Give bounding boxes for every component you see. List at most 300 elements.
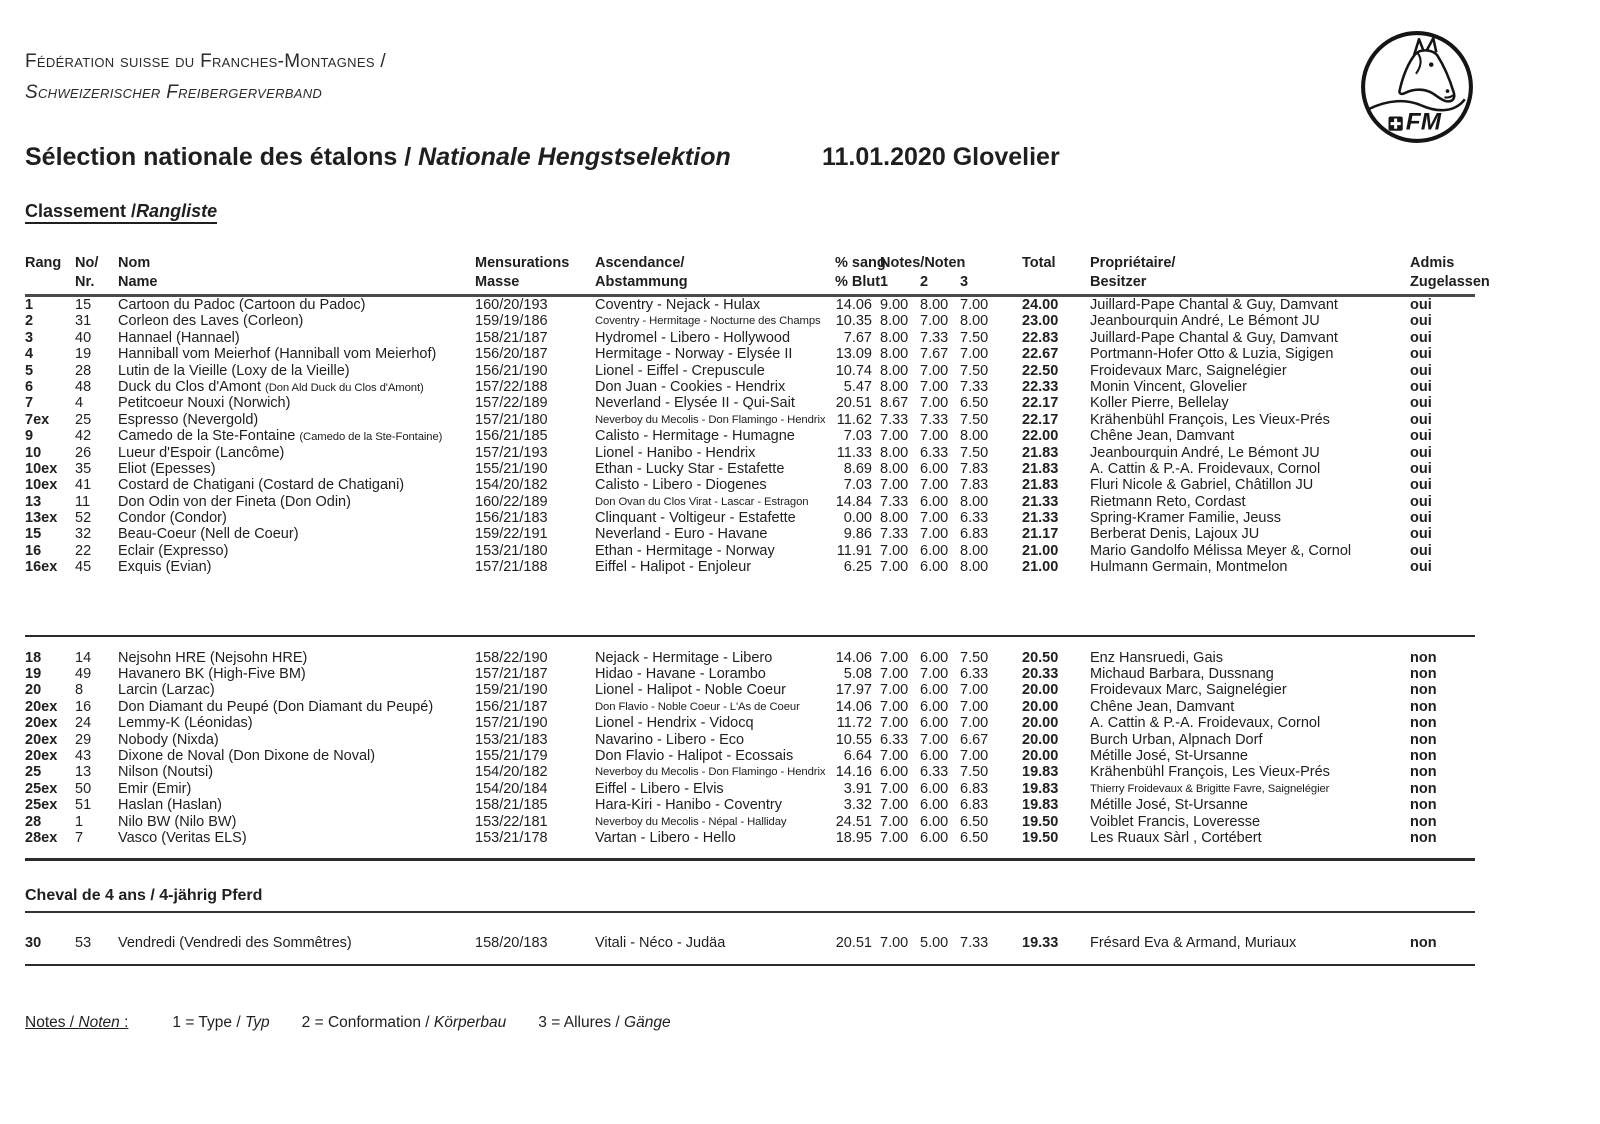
title-de: Nationale Hengstselektion bbox=[418, 143, 731, 171]
cell-measurements: 157/22/188 bbox=[475, 378, 548, 395]
cell-rank: 13 bbox=[25, 493, 42, 510]
cell-ancestry: Hydromel - Libero - Hollywood bbox=[595, 329, 791, 346]
cell-admitted: oui bbox=[1410, 297, 1432, 313]
cell-number: 15 bbox=[75, 297, 92, 313]
horse-alias: (Expresso) bbox=[158, 542, 229, 559]
cell-rank: 16ex bbox=[25, 559, 58, 576]
cell-blood-pct: 18.95 bbox=[835, 829, 872, 846]
col-abstammung: Abstammung bbox=[595, 274, 688, 290]
horse-alias: (Don Odin) bbox=[280, 493, 351, 510]
cell-blood-pct: 13.09 bbox=[835, 346, 872, 363]
table-row bbox=[25, 313, 1475, 329]
horse-name: Beau-Coeur bbox=[118, 526, 201, 543]
cell-note2: 6.33 bbox=[920, 444, 949, 461]
cell-note1: 6.33 bbox=[880, 731, 909, 748]
cell-ancestry: Clinquant - Voltigeur - Estafette bbox=[595, 510, 796, 527]
cell-ancestry: Don Juan - Cookies - Hendrix bbox=[595, 378, 786, 395]
cell-total: 22.17 bbox=[1022, 411, 1059, 428]
cell-note3: 7.33 bbox=[960, 378, 989, 395]
cell-note2: 7.00 bbox=[920, 378, 949, 395]
cell-note2: 6.00 bbox=[920, 797, 949, 814]
cell-owner: Monin Vincent, Glovelier bbox=[1090, 378, 1247, 395]
cell-rank: 4 bbox=[25, 346, 34, 363]
section-divider bbox=[25, 635, 1475, 637]
cell-note3: 6.83 bbox=[960, 780, 989, 797]
cell-note2: 7.00 bbox=[920, 313, 949, 330]
cell-admitted: oui bbox=[1410, 362, 1432, 379]
cell-rank: 20ex bbox=[25, 715, 58, 732]
cell-note1: 7.00 bbox=[880, 935, 909, 952]
cell-note3: 6.33 bbox=[960, 510, 989, 527]
cell-owner: Juillard-Pape Chantal & Guy, Damvant bbox=[1090, 329, 1338, 346]
table-row bbox=[25, 814, 1475, 830]
cell-rank: 25ex bbox=[25, 797, 58, 814]
org-header bbox=[25, 46, 386, 108]
cell-note2: 7.00 bbox=[920, 510, 949, 527]
cell-name bbox=[118, 814, 475, 830]
cell-owner: Chêne Jean, Damvant bbox=[1090, 698, 1235, 715]
cell-owner: Froidevaux Marc, Saignelégier bbox=[1090, 362, 1287, 379]
cell-rank: 20ex bbox=[25, 731, 58, 748]
cell-note2: 7.33 bbox=[920, 411, 949, 428]
horse-name: Petitcoeur Nouxi bbox=[118, 395, 229, 412]
ranking-table bbox=[25, 254, 1490, 1032]
cell-total: 19.50 bbox=[1022, 829, 1059, 846]
horse-alias: (Hannael) bbox=[176, 329, 240, 346]
cell-note3: 8.00 bbox=[960, 559, 989, 576]
cell-number: 43 bbox=[75, 747, 92, 764]
cell-ancestry: Vartan - Libero - Hello bbox=[595, 829, 736, 846]
cell-note1: 7.00 bbox=[880, 477, 909, 494]
cell-note3: 7.50 bbox=[960, 411, 989, 428]
table-row bbox=[25, 699, 1475, 715]
cell-rank: 28 bbox=[25, 813, 42, 830]
cell-note1: 8.00 bbox=[880, 313, 909, 330]
cell-note2: 5.00 bbox=[920, 935, 949, 952]
cell-owner: Enz Hansruedi, Gais bbox=[1090, 649, 1223, 666]
cell-measurements: 154/20/182 bbox=[475, 477, 548, 494]
cell-note3: 6.50 bbox=[960, 813, 989, 830]
cell-owner: Les Ruaux Sàrl , Cortébert bbox=[1090, 829, 1262, 846]
cell-note1: 7.00 bbox=[880, 715, 909, 732]
cell-note1: 7.00 bbox=[880, 542, 909, 559]
cell-note1: 7.00 bbox=[880, 428, 909, 445]
cell-measurements: 155/21/179 bbox=[475, 747, 548, 764]
cell-name bbox=[118, 395, 475, 411]
cell-owner: Thierry Froidevaux & Brigitte Favre, Saignelégier bbox=[1090, 782, 1330, 795]
cell-note2: 6.00 bbox=[920, 698, 949, 715]
cell-blood-pct: 24.51 bbox=[835, 813, 872, 830]
cell-note3: 7.00 bbox=[960, 297, 989, 313]
horse-alias: (Don Diamant du Peupé) bbox=[272, 698, 434, 715]
cell-measurements: 158/20/183 bbox=[475, 935, 548, 952]
cell-note1: 7.00 bbox=[880, 559, 909, 576]
horse-alias: (Condor) bbox=[169, 510, 227, 527]
cell-total: 20.33 bbox=[1022, 666, 1059, 683]
cell-ancestry: Neverboy du Mecolis - Don Flamingo - Hendrix bbox=[595, 766, 826, 779]
cell-note1: 7.33 bbox=[880, 526, 909, 543]
cell-blood-pct: 20.51 bbox=[835, 395, 872, 412]
cell-owner: Berberat Denis, Lajoux JU bbox=[1090, 526, 1260, 543]
cell-note1: 7.00 bbox=[880, 813, 909, 830]
cell-number: 29 bbox=[75, 731, 92, 748]
cell-admitted: non bbox=[1410, 797, 1437, 814]
cell-blood-pct: 3.91 bbox=[843, 780, 872, 797]
cell-rank: 7 bbox=[25, 395, 34, 412]
cell-admitted: non bbox=[1410, 935, 1437, 952]
cell-measurements: 156/21/187 bbox=[475, 698, 548, 715]
table-row bbox=[25, 330, 1475, 346]
cell-note1: 7.00 bbox=[880, 780, 909, 797]
cell-admitted: non bbox=[1410, 764, 1437, 781]
cell-admitted: oui bbox=[1410, 378, 1432, 395]
col-proprietaire: Propriétaire/ bbox=[1090, 255, 1176, 271]
cell-blood-pct: 7.03 bbox=[843, 477, 872, 494]
cell-admitted: oui bbox=[1410, 313, 1432, 330]
cell-measurements: 157/21/180 bbox=[475, 411, 548, 428]
cell-name bbox=[118, 682, 475, 698]
table-row bbox=[25, 477, 1475, 493]
cell-owner: Burch Urban, Alpnach Dorf bbox=[1090, 731, 1263, 748]
cell-note3: 6.67 bbox=[960, 731, 989, 748]
cell-note1: 7.00 bbox=[880, 747, 909, 764]
cell-note1: 7.33 bbox=[880, 411, 909, 428]
col-admis: Admis bbox=[1410, 255, 1455, 271]
table-row bbox=[25, 363, 1475, 379]
cell-blood-pct: 14.06 bbox=[835, 297, 872, 313]
cell-name bbox=[118, 461, 475, 477]
cell-number: 40 bbox=[75, 329, 92, 346]
cell-note2: 7.00 bbox=[920, 395, 949, 412]
horse-name: Lemmy-K bbox=[118, 715, 185, 732]
cell-note3: 7.33 bbox=[960, 935, 989, 952]
cell-blood-pct: 0.00 bbox=[843, 510, 872, 527]
cell-total: 21.00 bbox=[1022, 559, 1059, 576]
cell-blood-pct: 9.86 bbox=[843, 526, 872, 543]
cell-ancestry: Neverboy du Mecolis - Népal - Halliday bbox=[595, 815, 787, 828]
cell-note2: 7.00 bbox=[920, 428, 949, 445]
page-title bbox=[25, 143, 1060, 172]
horse-name: Emir bbox=[118, 780, 152, 797]
horse-alias: (Veritas ELS) bbox=[161, 829, 247, 846]
cell-rank: 20ex bbox=[25, 698, 58, 715]
cell-rank: 1 bbox=[25, 297, 34, 313]
horse-name: Lutin de la Vieille bbox=[118, 362, 232, 379]
horse-alias: (Nejsohn HRE) bbox=[209, 649, 308, 666]
cell-ancestry: Hidao - Havane - Lorambo bbox=[595, 666, 766, 683]
cell-admitted: oui bbox=[1410, 346, 1432, 363]
cell-note1: 7.00 bbox=[880, 829, 909, 846]
cell-number: 45 bbox=[75, 559, 92, 576]
cell-note3: 6.33 bbox=[960, 666, 989, 683]
table-row bbox=[25, 297, 1475, 313]
col-no: No/ bbox=[75, 255, 99, 271]
not-admitted-section bbox=[25, 650, 1475, 847]
cell-blood-pct: 11.62 bbox=[836, 411, 872, 428]
table-row bbox=[25, 666, 1475, 682]
cell-ancestry: Nejack - Hermitage - Libero bbox=[595, 649, 773, 666]
cell-admitted: oui bbox=[1410, 477, 1432, 494]
col-besitzer: Besitzer bbox=[1090, 274, 1147, 290]
cell-name bbox=[118, 559, 475, 575]
horse-alias: (Hanniball vom Meierhof) bbox=[274, 346, 437, 363]
cell-note1: 7.00 bbox=[880, 797, 909, 814]
horse-alias: (Don Ald Duck du Clos d'Amont) bbox=[265, 381, 424, 394]
cell-name bbox=[118, 477, 475, 493]
table-row bbox=[25, 781, 1475, 797]
cell-total: 21.00 bbox=[1022, 542, 1059, 559]
cell-admitted: non bbox=[1410, 666, 1437, 683]
table-row bbox=[25, 682, 1475, 698]
cell-owner: Krähenbühl François, Les Vieux-Prés bbox=[1090, 764, 1330, 781]
cell-admitted: oui bbox=[1410, 329, 1432, 346]
cell-rank: 25 bbox=[25, 764, 42, 781]
cell-ancestry: Don Flavio - Noble Coeur - L'As de Coeur bbox=[595, 700, 800, 713]
cell-number: 8 bbox=[75, 682, 84, 699]
cell-blood-pct: 7.03 bbox=[843, 428, 872, 445]
col-note2: 2 bbox=[920, 274, 929, 290]
title-fr: Sélection nationale des étalons / bbox=[25, 143, 419, 171]
cell-measurements: 154/20/184 bbox=[475, 780, 548, 797]
cell-measurements: 153/21/180 bbox=[475, 542, 548, 559]
horse-name: Corleon des Laves bbox=[118, 313, 243, 330]
horse-alias: (Camedo de la Ste-Fontaine) bbox=[299, 431, 443, 444]
table-row bbox=[25, 494, 1475, 510]
cell-total: 23.00 bbox=[1022, 313, 1059, 330]
horse-name: Dixone de Noval bbox=[118, 747, 229, 764]
cell-ancestry: Neverland - Elysée II - Qui-Sait bbox=[595, 395, 795, 412]
classement-de: Rangliste bbox=[136, 201, 218, 221]
horse-alias: (Evian) bbox=[165, 559, 212, 576]
cell-number: 28 bbox=[75, 362, 92, 379]
cell-name bbox=[118, 748, 475, 764]
horse-alias: (Nevergold) bbox=[182, 411, 259, 428]
cell-note1: 8.00 bbox=[880, 378, 909, 395]
cell-note2: 6.00 bbox=[920, 460, 949, 477]
cell-note3: 7.83 bbox=[960, 477, 989, 494]
cell-ancestry: Don Ovan du Clos Virat - Lascar - Estragon bbox=[595, 495, 809, 508]
cell-total: 21.83 bbox=[1022, 477, 1059, 494]
cell-admitted: oui bbox=[1410, 510, 1432, 527]
cell-admitted: oui bbox=[1410, 428, 1432, 445]
cell-name bbox=[118, 732, 475, 748]
cell-note2: 7.67 bbox=[920, 346, 949, 363]
notes-legend bbox=[25, 1014, 1475, 1032]
cell-note1: 8.00 bbox=[880, 444, 909, 461]
col-masse: Masse bbox=[475, 274, 520, 290]
cell-note2: 7.00 bbox=[920, 731, 949, 748]
table-row bbox=[25, 797, 1475, 813]
cell-blood-pct: 3.32 bbox=[843, 797, 872, 814]
cell-note2: 7.33 bbox=[920, 329, 949, 346]
col-note3: 3 bbox=[960, 274, 969, 290]
cell-note3: 8.00 bbox=[960, 428, 989, 445]
cell-name bbox=[118, 494, 475, 510]
horse-alias: (Nell de Coeur) bbox=[200, 526, 299, 543]
cell-number: 53 bbox=[75, 935, 92, 952]
cell-measurements: 158/22/190 bbox=[475, 649, 548, 666]
cell-note2: 7.00 bbox=[920, 666, 949, 683]
cell-rank: 7ex bbox=[25, 411, 50, 428]
cell-blood-pct: 14.06 bbox=[835, 649, 872, 666]
horse-alias: (Haslan) bbox=[167, 797, 222, 814]
cell-rank: 19 bbox=[25, 666, 42, 683]
cell-admitted: oui bbox=[1410, 460, 1432, 477]
cell-owner: Koller Pierre, Bellelay bbox=[1090, 395, 1229, 412]
cell-note2: 6.00 bbox=[920, 493, 949, 510]
cell-blood-pct: 20.51 bbox=[835, 935, 872, 952]
cell-note1: 7.00 bbox=[880, 682, 909, 699]
cell-number: 25 bbox=[75, 411, 92, 428]
cell-owner: Métille José, St-Ursanne bbox=[1090, 747, 1248, 764]
cell-rank: 9 bbox=[25, 428, 34, 445]
cell-total: 22.67 bbox=[1022, 346, 1059, 363]
cell-blood-pct: 7.67 bbox=[843, 329, 872, 346]
col-mensurations: Mensurations bbox=[475, 255, 570, 271]
cell-name bbox=[118, 363, 475, 379]
cell-admitted: oui bbox=[1410, 493, 1432, 510]
cell-total: 20.00 bbox=[1022, 715, 1059, 732]
cell-ancestry: Calisto - Libero - Diogenes bbox=[595, 477, 767, 494]
cell-note3: 7.50 bbox=[960, 362, 989, 379]
cell-blood-pct: 8.69 bbox=[843, 460, 872, 477]
cell-measurements: 153/21/183 bbox=[475, 731, 548, 748]
cell-blood-pct: 14.84 bbox=[835, 493, 872, 510]
horse-name: Don Odin von der Fineta bbox=[118, 493, 281, 510]
cell-number: 4 bbox=[75, 395, 84, 412]
cell-name bbox=[118, 313, 475, 329]
cell-number: 26 bbox=[75, 444, 92, 461]
cell-rank: 3 bbox=[25, 329, 34, 346]
horse-alias: (Loxy de la Vieille) bbox=[231, 362, 350, 379]
cell-number: 31 bbox=[75, 313, 92, 330]
horse-name: Vendredi bbox=[118, 935, 180, 952]
cell-number: 42 bbox=[75, 428, 92, 445]
legend-item-allures: 3 = Allures / Gänge bbox=[538, 1013, 671, 1031]
cell-rank: 16 bbox=[25, 542, 42, 559]
table-row bbox=[25, 764, 1475, 780]
cell-owner: Voiblet Francis, Loveresse bbox=[1090, 813, 1261, 830]
cell-measurements: 158/21/187 bbox=[475, 329, 548, 346]
cell-total: 19.83 bbox=[1022, 780, 1059, 797]
cell-total: 22.50 bbox=[1022, 362, 1059, 379]
cell-total: 21.33 bbox=[1022, 510, 1059, 527]
cell-note3: 6.83 bbox=[960, 797, 989, 814]
cell-number: 19 bbox=[75, 346, 92, 363]
cell-number: 52 bbox=[75, 510, 92, 527]
col-note1: 1 bbox=[880, 274, 889, 290]
cell-name bbox=[118, 428, 475, 445]
horse-name: Vasco bbox=[118, 829, 162, 846]
section-divider-thick bbox=[25, 858, 1475, 861]
cell-ancestry: Lionel - Hanibo - Hendrix bbox=[595, 444, 756, 461]
cell-number: 14 bbox=[75, 649, 92, 666]
cell-name bbox=[118, 543, 475, 559]
cell-admitted: oui bbox=[1410, 395, 1432, 412]
cell-note3: 8.00 bbox=[960, 542, 989, 559]
cell-note1: 8.67 bbox=[880, 395, 909, 412]
table-header bbox=[25, 254, 1490, 297]
cell-measurements: 160/20/193 bbox=[475, 297, 548, 313]
cell-ancestry: Neverland - Euro - Havane bbox=[595, 526, 768, 543]
horse-name: Don Diamant du Peupé bbox=[118, 698, 273, 715]
cell-name bbox=[118, 297, 475, 313]
table-row bbox=[25, 935, 1475, 951]
horse-name: Exquis bbox=[118, 559, 166, 576]
horse-name: Espresso bbox=[118, 411, 183, 428]
cell-total: 19.83 bbox=[1022, 797, 1059, 814]
bottom-divider bbox=[25, 964, 1475, 966]
cell-blood-pct: 10.74 bbox=[835, 362, 872, 379]
horse-name: Eclair bbox=[118, 542, 159, 559]
cell-ancestry: Calisto - Hermitage - Humagne bbox=[595, 428, 795, 445]
cell-rank: 13ex bbox=[25, 510, 58, 527]
cell-admitted: non bbox=[1410, 682, 1437, 699]
cell-admitted: non bbox=[1410, 813, 1437, 830]
cell-total: 20.00 bbox=[1022, 747, 1059, 764]
cell-number: 50 bbox=[75, 780, 92, 797]
cell-blood-pct: 6.64 bbox=[843, 747, 872, 764]
cell-note1: 7.00 bbox=[880, 666, 909, 683]
cell-note3: 7.00 bbox=[960, 747, 989, 764]
horse-alias: (Noutsi) bbox=[162, 764, 214, 781]
col-zugelassen: Zugelassen bbox=[1410, 274, 1490, 290]
horse-name: Duck du Clos d'Amont bbox=[118, 378, 266, 395]
cell-blood-pct: 14.06 bbox=[835, 698, 872, 715]
col-nr: Nr. bbox=[75, 274, 95, 290]
table-row bbox=[25, 650, 1475, 666]
col-total: Total bbox=[1022, 255, 1056, 271]
table-row bbox=[25, 412, 1475, 428]
cell-total: 19.33 bbox=[1022, 935, 1059, 952]
cell-name bbox=[118, 715, 475, 731]
cell-name bbox=[118, 764, 475, 780]
legend-item-conformation: 2 = Conformation / Körperbau bbox=[301, 1013, 507, 1031]
table-row bbox=[25, 526, 1475, 542]
cell-blood-pct: 10.55 bbox=[835, 731, 872, 748]
cell-admitted: non bbox=[1410, 698, 1437, 715]
cell-measurements: 156/21/190 bbox=[475, 362, 548, 379]
cell-measurements: 157/21/193 bbox=[475, 444, 548, 461]
horse-name: Cartoon du Padoc bbox=[118, 297, 239, 313]
cell-note2: 8.00 bbox=[920, 297, 949, 313]
cell-admitted: oui bbox=[1410, 542, 1432, 559]
cell-ancestry: Eiffel - Libero - Elvis bbox=[595, 780, 724, 797]
cell-rank: 20ex bbox=[25, 747, 58, 764]
cell-measurements: 157/22/189 bbox=[475, 395, 548, 412]
cell-name bbox=[118, 510, 475, 526]
horse-alias: (Don Dixone de Noval) bbox=[228, 747, 376, 764]
cell-rank: 6 bbox=[25, 378, 34, 395]
horse-name: Hanniball vom Meierhof bbox=[118, 346, 275, 363]
horse-name: Nilson bbox=[118, 764, 163, 781]
cell-total: 19.50 bbox=[1022, 813, 1059, 830]
cell-number: 1 bbox=[75, 813, 84, 830]
horse-name: Condor bbox=[118, 510, 170, 527]
cell-measurements: 153/22/181 bbox=[475, 813, 548, 830]
cell-name bbox=[118, 830, 475, 846]
cell-name bbox=[118, 666, 475, 682]
cell-measurements: 159/22/191 bbox=[475, 526, 548, 543]
cell-note3: 6.50 bbox=[960, 829, 989, 846]
cell-owner: Juillard-Pape Chantal & Guy, Damvant bbox=[1090, 297, 1338, 313]
cell-ancestry: Neverboy du Mecolis - Don Flamingo - Hendrix bbox=[595, 413, 826, 426]
table-row bbox=[25, 559, 1475, 575]
cell-number: 22 bbox=[75, 542, 92, 559]
cell-note2: 6.00 bbox=[920, 559, 949, 576]
cell-note1: 9.00 bbox=[880, 297, 909, 313]
horse-alias: (Emir) bbox=[151, 780, 192, 797]
